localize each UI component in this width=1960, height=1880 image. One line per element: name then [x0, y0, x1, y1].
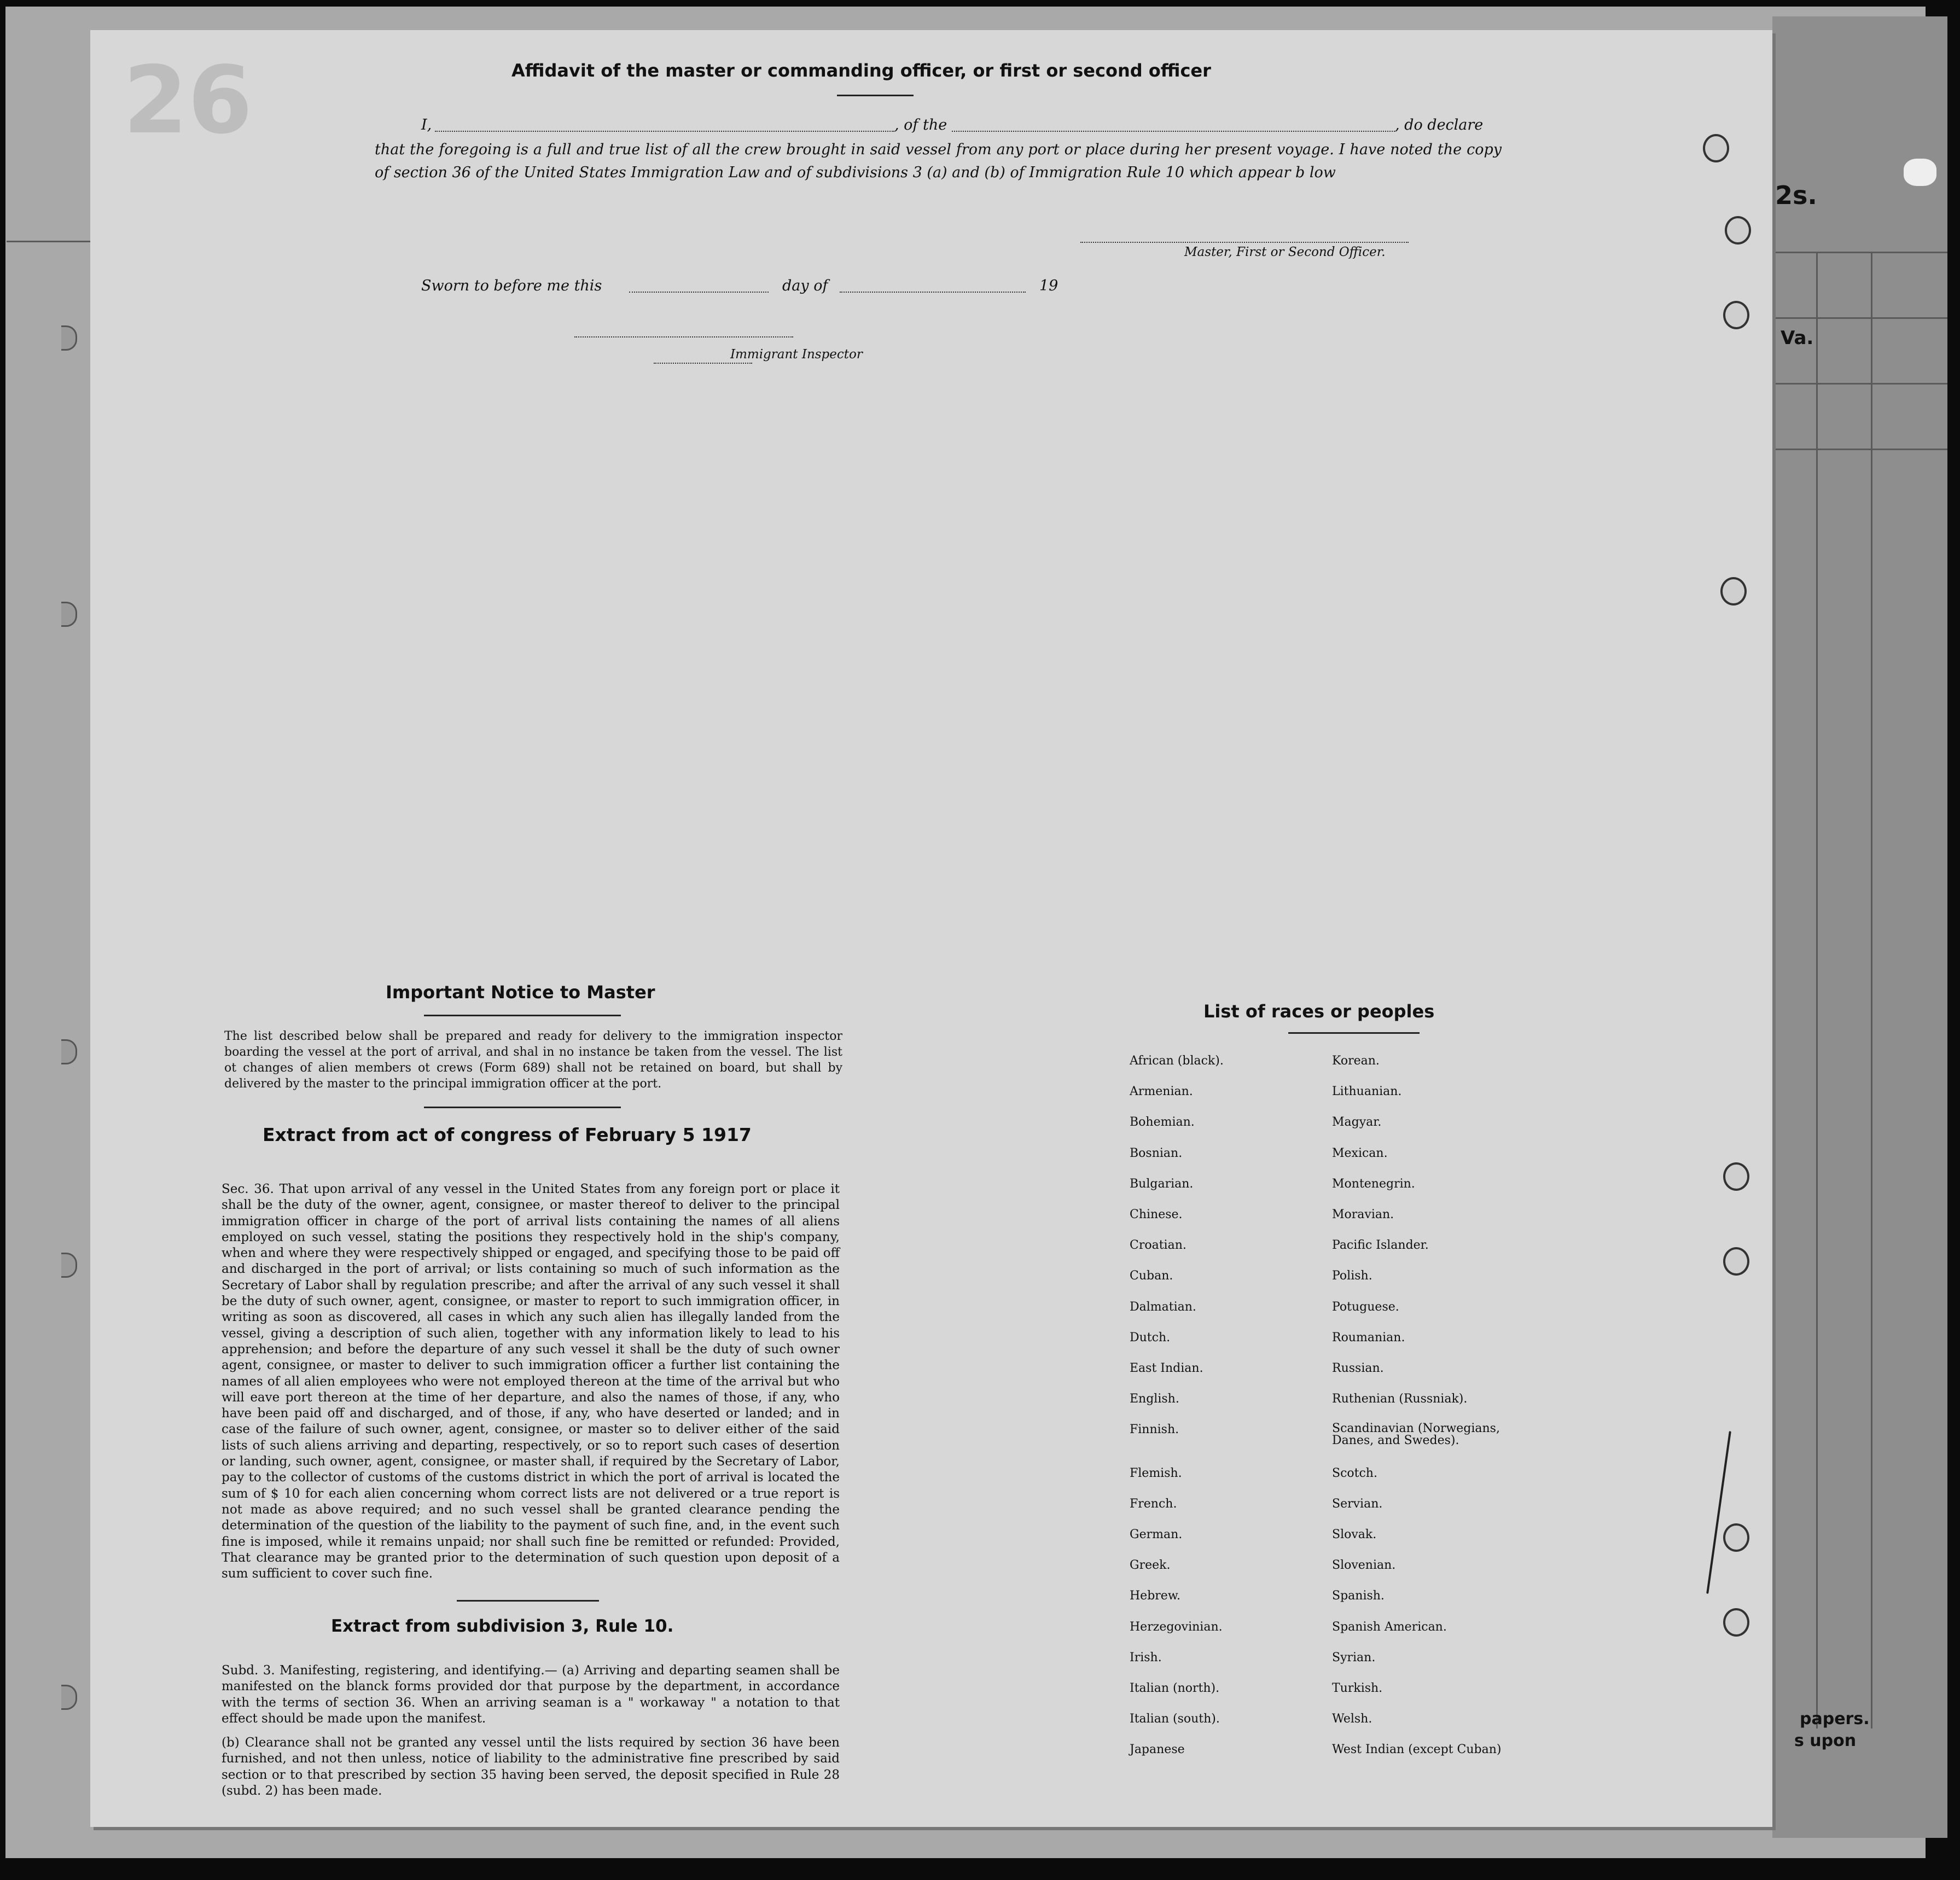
race-item: Bohemian. [1130, 1115, 1195, 1129]
form-page [90, 30, 1772, 1827]
race-item: Magyar. [1332, 1115, 1382, 1129]
month-blank [840, 292, 1026, 293]
race-item: Spanish. [1332, 1589, 1385, 1603]
divider [457, 1600, 599, 1602]
act-extract-body: Sec. 36. That upon arrival of any vessel in the United States from any foreign port or place it shall be the duty of the owner, agent, consignee, or master thereof to deliver to the principal immigration officer in charge of the port of arrival lists containing the names of all aliens employed on such vessel, stating the positions they respectively hold in the ship's company, when and where they were respectively shipped or engaged, and specifying those to be paid off and discharged in the port of arrival; or lists containing so much of such information as the Secretary of Labor shall by regulation prescribe; and after the arrival of any such vessel it shall be the duty of such owner, agent, consignee, or master to report to such immigration officer, in writing as soon as discovered, all cases in which any such alien has illegally landed from the vessel, giving a description of such alien, together with any information likely to lead to his apprehension; and before the departure of any such vessel it shall be the duty of such owner agent, consignee, or master to deliver to such immigration officer a further list containing the names of all alien employees who were not employed thereon at the time of the arrival but who will eave port thereon at the time of her departure, and also the names of those, if any, who have been paid off and discharged, and of those, if any, who have deserted or landed; and in case of the failure of such owner, agent, consignee, or master so to deliver either of the said lists of such aliens arriving and departing, respectively, or so to report such cases of desertion or landing, such owner, agent, consignee, or master shall, if required by the Secretary of Labor, pay to the collector of customs of the customs district in which the port of arrival is located the sum of $ 10 for each alien concerning whom correct lists are not delivered or a true report is not made as above required; and no such vessel shall be granted clearance pending the determination of the question of the liability to the payment of such fine, and, in the event such fine is imposed, while it remains unpaid; nor shall such fine be remitted or refunded: Provided, That clearance may be granted prior to the determination of such question upon deposit of a sum sufficient to cover such fine. [222, 1182, 840, 1581]
race-item: Dutch. [1130, 1331, 1171, 1344]
race-item: Scandinavian (Norwegians, Danes, and Swedes). [1332, 1422, 1500, 1447]
race-item: Slovak. [1332, 1528, 1377, 1541]
affidavit-of-the: , of the [894, 117, 947, 133]
race-item: Roumanian. [1332, 1331, 1405, 1344]
race-item: Greek. [1130, 1558, 1171, 1572]
race-item: Turkish. [1332, 1681, 1383, 1695]
inspector-caption: Immigrant Inspector [730, 347, 863, 362]
race-item: Chinese. [1130, 1208, 1183, 1221]
paper-scrap [1904, 159, 1936, 186]
sworn-label: Sworn to before me this [421, 277, 602, 294]
race-item: Cuban. [1130, 1269, 1173, 1283]
race-item: Korean. [1332, 1054, 1380, 1068]
affidavit-i: I, [421, 117, 432, 133]
race-item: English. [1130, 1392, 1179, 1406]
race-item: Herzegovinian. [1130, 1620, 1223, 1634]
race-item: Scotch. [1332, 1466, 1377, 1480]
race-item: African (black). [1130, 1054, 1224, 1068]
race-item: Syrian. [1332, 1651, 1376, 1664]
punch-hole [1723, 1162, 1749, 1191]
race-item: Welsh. [1332, 1712, 1372, 1726]
inspector-line [654, 363, 752, 364]
affidavit-body: that the foregoing is a full and true list of all the crew brought in said vessel from any port or place during her present voyage. I have noted the copy of section 36 of the United States Immigration Law and of subdivisions 3 (a) and (b) of Immigration Rule 10 which appear b low [375, 141, 1502, 181]
grid-line [1772, 317, 1947, 319]
race-item: Moravian. [1332, 1208, 1394, 1221]
divider [837, 95, 914, 96]
affidavit-declare: , do declare [1395, 117, 1484, 133]
notice-title: Important Notice to Master [386, 982, 655, 1003]
margin-fragment: papers. [1800, 1709, 1870, 1728]
race-item: Dalmatian. [1130, 1300, 1196, 1314]
signature-caption: Master, First or Second Officer. [1184, 245, 1386, 259]
grid-line [1772, 383, 1947, 385]
race-item: Japanese [1130, 1743, 1185, 1756]
name-blank [435, 131, 894, 132]
race-item: Flemish. [1130, 1466, 1182, 1480]
rule-extract-subd-a: Subd. 3. Manifesting, registering, and identifying.— (a) Arriving and departing seamen shall be manifested on the blanck forms provided dor that purpose by the department, in accordance with the terms of section 36. When an arriving seaman is a " workaway " a notation to that effect should be made upon the manifest. [222, 1663, 840, 1726]
punch-hole [1725, 216, 1751, 245]
punch-hole [1723, 301, 1749, 329]
divider [1288, 1032, 1420, 1034]
act-extract-title: Extract from act of congress of February 5 1917 [263, 1124, 752, 1145]
race-item: Irish. [1130, 1651, 1162, 1664]
race-item: Servian. [1332, 1497, 1383, 1511]
race-item: Armenian. [1130, 1085, 1193, 1098]
punch-hole [1703, 134, 1729, 162]
race-item: East Indian. [1130, 1361, 1203, 1375]
vessel-blank [952, 131, 1395, 132]
signature-line [1080, 242, 1409, 243]
race-item: Pacific Islander. [1332, 1238, 1429, 1252]
race-item: Russian. [1332, 1361, 1384, 1375]
inspector-line [574, 336, 793, 337]
race-item: Bosnian. [1130, 1146, 1183, 1160]
race-item: Montenegrin. [1332, 1177, 1415, 1191]
divider [424, 1107, 621, 1108]
rule-extract-subd-b: (b) Clearance shall not be granted any vessel until the lists required by section 36 have been furnished, and not then unless, notice of liability to the administrative fine prescribed by said section or to that prescribed by section 35 having been served, the deposit specified in Rule 28 (subd. 2) has been made. [222, 1736, 840, 1798]
grid-line [1772, 449, 1947, 450]
margin-fragment: s upon [1794, 1731, 1857, 1750]
underlying-page-edge [1772, 16, 1947, 1838]
grid-line [1816, 252, 1818, 1728]
race-item: West Indian (except Cuban) [1332, 1743, 1502, 1756]
race-item: Italian (north). [1130, 1681, 1220, 1695]
day-of-label: day of [782, 277, 828, 294]
race-item: Polish. [1332, 1269, 1372, 1283]
race-item: Ruthenian (Russniak). [1332, 1392, 1468, 1406]
divider [424, 1015, 621, 1016]
punch-hole [1723, 1608, 1749, 1637]
race-item: Slovenian. [1332, 1558, 1396, 1572]
grid-line [1871, 252, 1872, 1728]
race-item: Mexican. [1332, 1146, 1388, 1160]
punch-hole [1723, 1247, 1749, 1276]
grid-line [1772, 252, 1947, 253]
margin-fragment: Va. [1781, 327, 1814, 349]
punch-hole [1720, 577, 1747, 606]
year-prefix: 19 [1039, 277, 1058, 294]
bleed-through-mark [1706, 1431, 1731, 1594]
race-item: German. [1130, 1528, 1183, 1541]
race-item: Bulgarian. [1130, 1177, 1194, 1191]
margin-fragment: 2s. [1775, 181, 1817, 210]
rule-extract-title: Extract from subdivision 3, Rule 10. [331, 1616, 674, 1636]
notice-body: The list described below shall be prepared and ready for delivery to the immigration inspector boarding the vessel at the port of arrival, and shal in no instance be taken from the vessel. The list ot changes of alien members ot crews (Form 689) shall not be retained on board, but shall by delivered by the master to the principal immigration officer at the port. [224, 1029, 842, 1091]
race-item: Italian (south). [1130, 1712, 1220, 1726]
race-item: Lithuanian. [1332, 1085, 1402, 1098]
race-item: Potuguese. [1332, 1300, 1399, 1314]
races-title: List of races or peoples [1203, 1001, 1435, 1022]
grid-line [7, 241, 91, 242]
race-item: French. [1130, 1497, 1177, 1511]
race-item: Hebrew. [1130, 1589, 1181, 1603]
race-item: Finnish. [1130, 1423, 1179, 1436]
sworn-day-blank [629, 292, 769, 293]
race-item: Spanish American. [1332, 1620, 1447, 1634]
bleed-through-page-number: 26 [123, 46, 253, 155]
race-item: Croatian. [1130, 1238, 1187, 1252]
affidavit-title: Affidavit of the master or commanding officer, or first or second officer [511, 60, 1211, 81]
punch-hole [1723, 1523, 1749, 1552]
